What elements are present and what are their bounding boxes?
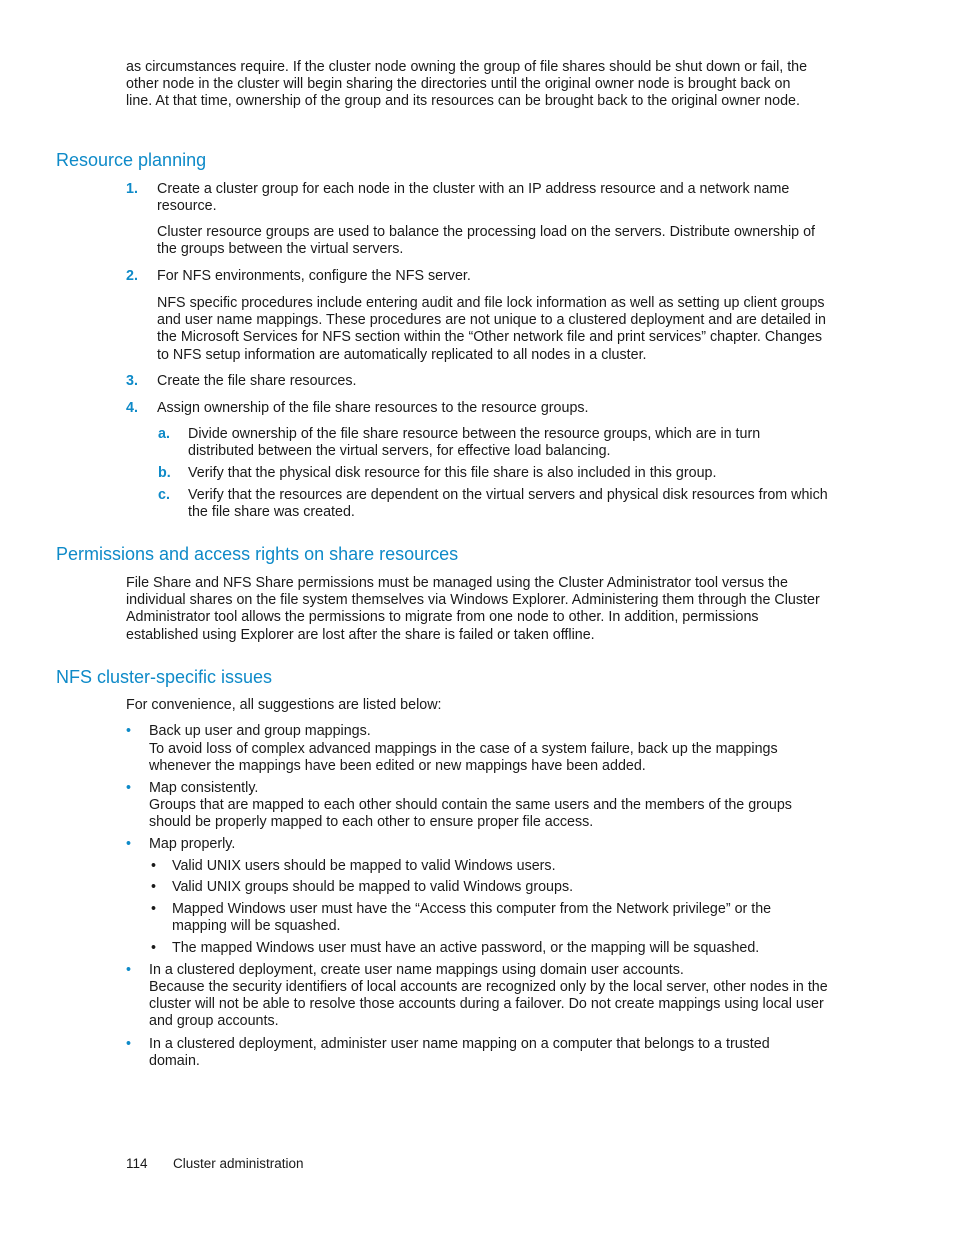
bullet-icon: • [126,723,132,739]
heading-permissions: Permissions and access rights on share resources [56,544,459,564]
substep-letter: b. [158,465,171,481]
sub-bullet-text: Valid UNIX users should be mapped to valid Windows users. [172,858,556,874]
step-text: Create a cluster group for each node in the cluster with an IP address resource and a network name resource. [157,181,790,215]
bullet-icon: • [126,962,132,978]
step-number: 2. [126,268,138,284]
substep-text: Verify that the resources are dependent on the virtual servers and physical disk resources from which the file share was created. [188,487,828,521]
bullet-title: Map properly. [149,836,236,852]
step-text: Assign ownership of the file share resources to the resource groups. [157,400,589,416]
step-number: 4. [126,400,138,416]
step-detail: Cluster resource groups are used to balance the processing load on the servers. Distribute ownership of the groups between the virtual servers. [157,224,816,258]
bullet-icon: • [126,1036,132,1052]
intro-paragraph: as circumstances require. If the cluster node owning the group of file shares should be shut down or fail, the other node in the cluster will begin sharing the directories until the original owner node is brought back on line. At that time, ownership of the group and its resources can be brought back to the original owner node. [126,59,808,110]
step-detail: NFS specific procedures include entering audit and file lock information as well as setting up client groups and user name mappings. These procedures are not unique to a clustered deployment and are detailed in the Microsoft Services for NFS section within the “Other network file and print services” chapter. Changes to NFS setup information are automatically replicated to all nodes in a cluster. [157,295,826,363]
step-text: Create the file share resources. [157,373,357,389]
sub-bullet-icon: • [151,901,157,917]
footer-section-title: Cluster administration [173,1156,304,1171]
nfs-intro-paragraph: For convenience, all suggestions are listed below: [126,697,442,713]
sub-bullet-text: Valid UNIX groups should be mapped to valid Windows groups. [172,879,574,895]
substep-letter: a. [158,426,170,442]
heading-resource-planning: Resource planning [56,150,207,170]
bullet-detail: To avoid loss of complex advanced mappings in the case of a system failure, back up the mappings whenever the mappings have been edited or new mappings have been added. [149,741,778,775]
sub-bullet-text: Mapped Windows user must have the “Access this computer from the Network privilege” or the mapping will be squashed. [172,901,772,935]
sub-bullet-icon: • [151,858,157,874]
bullet-detail: Groups that are mapped to each other should contain the same users and the members of the groups should be properly mapped to each other to ensure proper file access. [149,797,792,831]
sub-bullet-text: The mapped Windows user must have an active password, or the mapping will be squashed. [172,940,760,956]
substep-text: Verify that the physical disk resource for this file share is also included in this group. [188,465,717,481]
page-number: 114 [126,1156,148,1171]
heading-nfs-issues: NFS cluster-specific issues [56,667,273,687]
substep-text: Divide ownership of the file share resource between the resource groups, which are in turn distributed between the virtual servers, for effective load balancing. [188,426,761,460]
bullet-title: Back up user and group mappings. [149,723,371,739]
step-number: 3. [126,373,138,389]
substep-letter: c. [158,487,170,503]
bullet-title: In a clustered deployment, create user name mappings using domain user accounts. [149,962,684,978]
bullet-detail: Because the security identifiers of local accounts are recognized only by the local server, other nodes in the cluster will not be able to resolve those accounts during a failover. Do not create mappings using local user and group accounts. [149,979,828,1030]
bullet-title: In a clustered deployment, administer user name mapping on a computer that belongs to a trusted domain. [149,1036,770,1070]
bullet-icon: • [126,836,132,852]
permissions-paragraph: File Share and NFS Share permissions must be managed using the Cluster Administrator tool versus the individual shares on the file system themselves via Windows Explorer. Administering them through the Cluster Administrator tool allows the permissions to migrate from one node to other. In addition, permissions established using Explorer are lost after the share is failed or taken offline. [126,575,820,643]
bullet-icon: • [126,780,132,796]
bullet-title: Map consistently. [149,780,259,796]
step-text: For NFS environments, configure the NFS server. [157,268,471,284]
sub-bullet-icon: • [151,879,157,895]
step-number: 1. [126,181,138,197]
sub-bullet-icon: • [151,940,157,956]
